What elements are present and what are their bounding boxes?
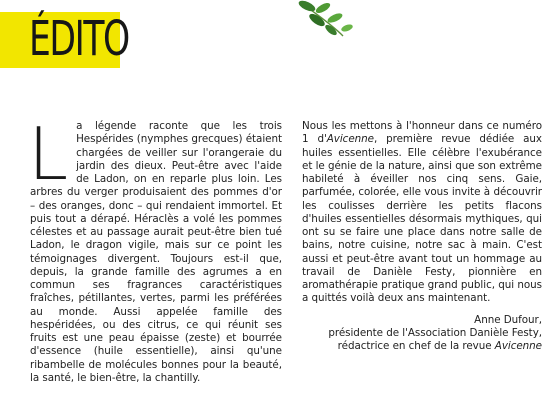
right-text-part-2: , première revue dédiée aux huiles essentielles. Elle célèbre l'exubérance et le génie de la nature, ainsi que son extrême habileté à éveiller nos cinq sens. Gaie, parfumée, colorée, elle vous invite à découvrir les coulisses derrière les petits flacons d'huiles essentielles désormais mythiques, qui ont su se faire une place dans notre salle de bains, notre cuisine, notre sac à main. C'est aussi et peut-être avant tout un hommage au travail de Danièle Festy, pionnière en aromathérapie pratique grand public, qui nous a quittés voilà deux ans maintenant. (302, 133, 542, 305)
signature-role-1: présidente de l'Association Danièle Festy, (328, 326, 542, 339)
signature-block (302, 314, 542, 354)
right-text-part-1: Nous les mettons à l'honneur dans ce numéro 1 d' (302, 120, 542, 146)
herb-sprig-icon (293, 0, 368, 40)
signature-role-2 (302, 340, 542, 353)
page-title: ÉDITO (29, 11, 129, 67)
signature-role-2-prefix: rédactrice en chef de la revue (337, 340, 495, 352)
right-column-text (302, 120, 542, 306)
left-column-text: a légende raconte que les trois Hespérides (nymphes grecques) étaient chargées de veiller sur l'orangeraie du jardin des dieux. Peut-être avec l'aide de Ladon, on en reparle plus loin. Les arbres du verger produisaient des pommes d'or – des oranges, donc – qui rendaient immortel. Et puis tout a dérapé. Héraclès a volé les pommes célestes et au passage aurait peut-être bien tué Ladon, le dragon vigile, mais sur ce point les témoignages divergent. Toujours est-il que, depuis, la grande famille des agrumes a en commun ses fragrances caractéristiques fraîches, pétillantes, vertes, parmi les préférées au monde. Aussi appelée famille des hespéridées, ou des citrus, ce qui réunit ses fruits est une peau épaisse (zeste) et bourrée d'essence (huile essentielle), ainsi qu'une ribambelle de molécules bonnes pour la beauté, la santé, le bien-être, la chantilly. (30, 120, 282, 384)
signature-magazine: Avicenne (494, 340, 542, 352)
right-column (302, 120, 542, 353)
magazine-name: Avicenne (326, 133, 374, 146)
drop-cap: L (28, 112, 69, 196)
signature-name: Anne Dufour, (474, 313, 542, 326)
left-column (28, 112, 282, 385)
